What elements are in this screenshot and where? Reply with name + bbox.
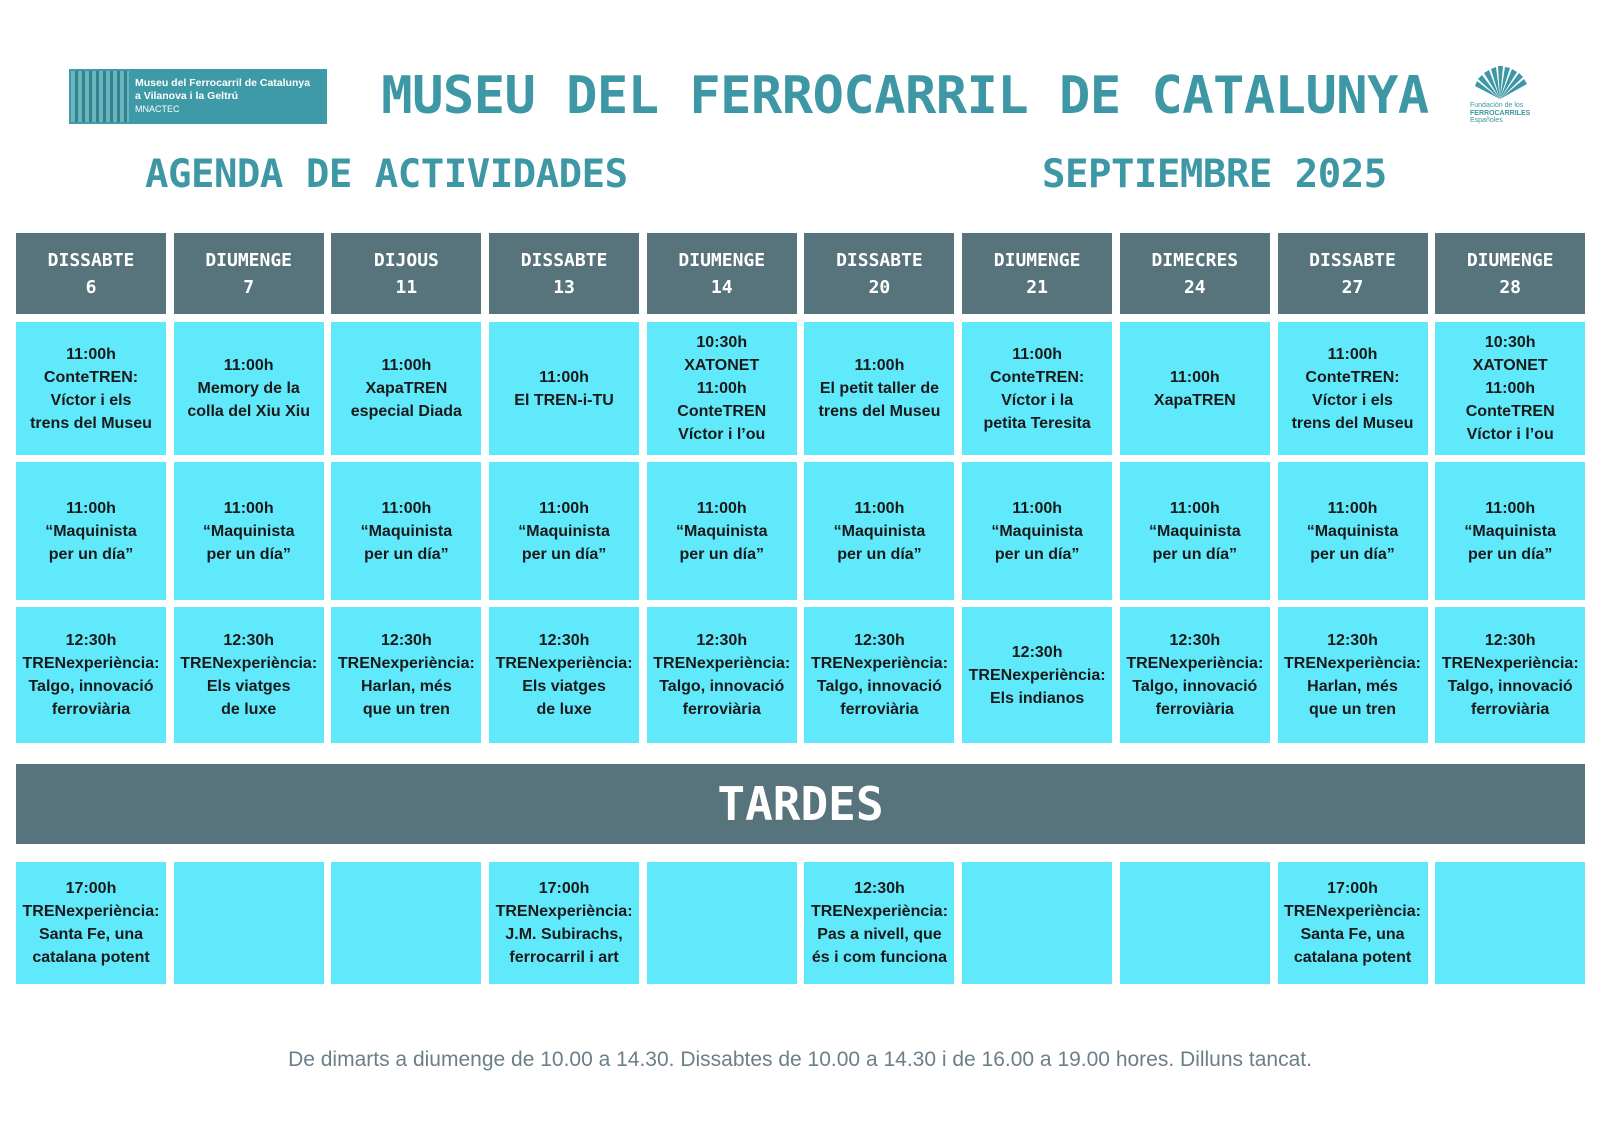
day-header <box>962 233 1112 314</box>
activity-cell: 11:00h ConteTREN: Víctor i els trens del Museu <box>1278 322 1428 455</box>
logo-line-3: MNACTEC <box>135 104 180 114</box>
museum-logo <box>69 69 327 124</box>
day-header <box>331 233 481 314</box>
day-name: DIUMENGE <box>678 249 766 271</box>
activity-cell: 11:00h XapaTREN <box>1120 322 1270 455</box>
activity-cell <box>1120 862 1270 984</box>
fundacion-line-3: Españoles <box>1470 117 1503 124</box>
activity-cell: 12:30h TRENexperiència: Els viatges de luxe <box>174 607 324 743</box>
activity-cell: 11:00h “Maquinista per un día” <box>962 462 1112 600</box>
activity-cell: 10:30h XATONET 11:00h ConteTREN Víctor i l’ou <box>1435 322 1585 455</box>
day-header <box>647 233 797 314</box>
activity-cell: 12:30h TRENexperiència: Harlan, més que un tren <box>331 607 481 743</box>
activity-cell: 11:00h “Maquinista per un día” <box>1278 462 1428 600</box>
day-number: 14 <box>710 276 733 298</box>
day-number: 13 <box>553 276 575 298</box>
activity-cell: 17:00h TRENexperiència: Santa Fe, una catalana potent <box>16 862 166 984</box>
activity-cell: 11:00h ConteTREN: Víctor i la petita Teresita <box>962 322 1112 455</box>
day-header <box>174 233 324 314</box>
activity-cell: 17:00h TRENexperiència: J.M. Subirachs, ferrocarril i art <box>489 862 639 984</box>
day-name: DIJOUS <box>373 249 439 271</box>
day-name: DIUMENGE <box>205 249 293 271</box>
month-subtitle: SEPTIEMBRE 2025 <box>1042 152 1387 197</box>
activity-cell <box>647 862 797 984</box>
day-header <box>16 233 166 314</box>
activity-cell: 11:00h El TREN-i-TU <box>489 322 639 455</box>
activity-cell: 11:00h “Maquinista per un día” <box>804 462 954 600</box>
activity-cell: 11:00h “Maquinista per un día” <box>647 462 797 600</box>
activity-cell <box>174 862 324 984</box>
activity-cell: 17:00h TRENexperiència: Santa Fe, una catalana potent <box>1278 862 1428 984</box>
logo-line-2: a Vilanova i la Geltrú <box>135 90 239 102</box>
day-header <box>1435 233 1585 314</box>
museum-logo-photo <box>71 71 129 122</box>
day-name: DIUMENGE <box>1466 249 1554 271</box>
logo-line-1: Museu del Ferrocarril de Catalunya <box>135 77 311 89</box>
opening-hours-footer: De dimarts a diumenge de 10.00 a 14.30. Dissabtes de 10.00 a 14.30 i de 16.00 a 19.00 hores. Dilluns tancat. <box>288 1048 1312 1071</box>
agenda-subtitle: AGENDA DE ACTIVIDADES <box>145 152 628 197</box>
fundacion-logo-text <box>1470 102 1530 125</box>
afternoon-banner: TARDES <box>16 764 1585 844</box>
activity-cell: 11:00h “Maquinista per un día” <box>1120 462 1270 600</box>
day-number: 24 <box>1183 276 1206 298</box>
activity-cell: 12:30h TRENexperiència: Talgo, innovació ferroviària <box>804 607 954 743</box>
activity-cell: 11:00h El petit taller de trens del Museu <box>804 322 954 455</box>
activity-cell: 12:30h TRENexperiència: Talgo, innovació ferroviària <box>647 607 797 743</box>
activity-cell: 11:00h “Maquinista per un día” <box>489 462 639 600</box>
museum-logo-text <box>135 77 310 116</box>
day-name: DISSABTE <box>47 249 135 271</box>
day-number: 28 <box>1499 276 1522 298</box>
activity-cell <box>1435 862 1585 984</box>
activity-cell: 12:30h TRENexperiència: Talgo, innovació ferroviària <box>16 607 166 743</box>
day-header <box>804 233 954 314</box>
activity-cell <box>331 862 481 984</box>
day-name: DISSABTE <box>836 249 923 271</box>
day-name: DISSABTE <box>520 249 608 271</box>
activity-cell: 10:30h XATONET 11:00h ConteTREN Víctor i l’ou <box>647 322 797 455</box>
day-number: 7 <box>243 276 255 298</box>
activity-cell: 12:30h TRENexperiència: Pas a nivell, que és i com funciona <box>804 862 954 984</box>
activity-cell: 11:00h “Maquinista per un día” <box>174 462 324 600</box>
day-name: DIMECRES <box>1151 249 1239 271</box>
day-number: 21 <box>1026 276 1048 298</box>
day-number: 27 <box>1341 276 1364 298</box>
day-header <box>1120 233 1270 314</box>
activity-cell: 12:30h TRENexperiència: Els indianos <box>962 607 1112 743</box>
activity-cell: 11:00h “Maquinista per un día” <box>16 462 166 600</box>
day-header <box>489 233 639 314</box>
day-number: 6 <box>85 276 97 298</box>
activity-cell: 12:30h TRENexperiència: Els viatges de luxe <box>489 607 639 743</box>
morning-schedule-grid <box>16 233 1585 743</box>
fundacion-line-1: Fundación de los <box>1470 102 1524 109</box>
activity-cell: 11:00h ConteTREN: Víctor i els trens del Museu <box>16 322 166 455</box>
activity-cell: 11:00h “Maquinista per un día” <box>331 462 481 600</box>
day-header <box>1278 233 1428 314</box>
afternoon-schedule-grid <box>16 862 1585 984</box>
activity-cell: 12:30h TRENexperiència: Talgo, innovació ferroviària <box>1435 607 1585 743</box>
day-name: DIUMENGE <box>993 249 1081 271</box>
activity-cell <box>962 862 1112 984</box>
activity-cell: 12:30h TRENexperiència: Talgo, innovació ferroviària <box>1120 607 1270 743</box>
activity-cell: 11:00h Memory de la colla del Xiu Xiu <box>174 322 324 455</box>
activity-cell: 11:00h XapaTREN especial Diada <box>331 322 481 455</box>
day-number: 11 <box>395 276 418 298</box>
fundacion-line-2: FERROCARRILES <box>1470 109 1531 117</box>
day-number: 20 <box>868 276 891 298</box>
day-name: DISSABTE <box>1309 249 1396 271</box>
activity-cell: 11:00h “Maquinista per un día” <box>1435 462 1585 600</box>
activity-cell: 12:30h TRENexperiència: Harlan, més que un tren <box>1278 607 1428 743</box>
page-title: MUSEU DEL FERROCARRIL DE CATALUNYA <box>381 66 1429 126</box>
